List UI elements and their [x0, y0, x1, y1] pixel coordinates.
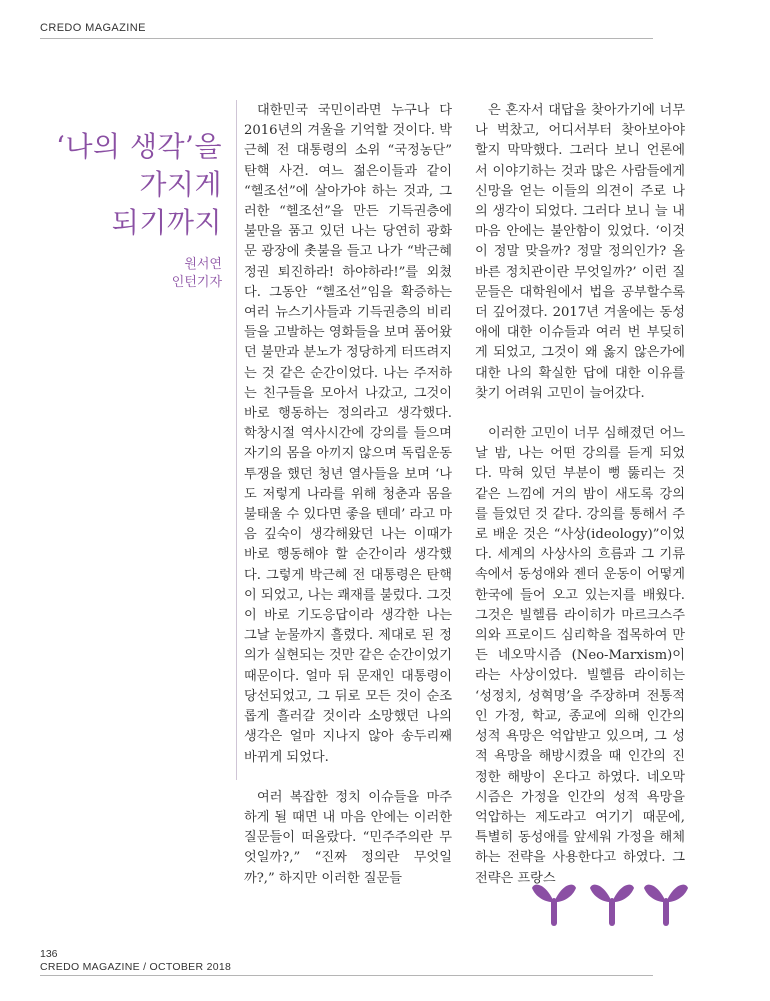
issue-footer: CREDO MAGAZINE / OCTOBER 2018 [40, 961, 232, 973]
sprout-decoration [532, 878, 692, 928]
article-column-2 [475, 101, 685, 889]
article-title [56, 128, 222, 242]
footer-rule [40, 975, 653, 976]
author-role: 인턴기자 [171, 275, 222, 290]
sprout-icon [590, 885, 634, 926]
sprout-icon [532, 885, 576, 926]
column-divider [236, 100, 237, 780]
title-line-2: 가지게 [139, 168, 222, 201]
article-column-1 [244, 101, 452, 889]
paragraph: 이러한 고민이 너무 심해졌던 어느 날 밤, 나는 어떤 강의를 듣게 되었다. 막혀 있던 부분이 뻥 뚫리는 것 같은 느낌에 거의 밤이 새도록 강의를 들었던 것 같다. 강의를 통해서 주로 배운 것은 “사상(ideology)”이었다. 세계의 사상사의 흐름과 그 기류 속에서 동성애와 젠더 운동이 어떻게 한국에 들어 오고 있는지를 배웠다. 그것은 빌헬름 라이히가 마르크스주의와 프로이드 심리학을 접목하여 만든 네오막시즘 (Neo-Marxism)이라는 사상이었다. 빌헬름 라이히는 ‘성정치, 성혁명’을 주장하며 전통적인 가정, 학교, 종교에 의해 인간의 성적 욕망은 억압받고 있으며, 그 성적 욕망을 해방시켰을 때 인간의 진정한 해방이 온다고 하였다. 네오막시즘은 가정을 인간의 성적 욕망을 억압하는 제도라고 여기기 때문에, 특별히 동성애를 앞세워 가정을 해체하는 전략을 사용한다고 하였다. 그 전략은 프랑스 [475, 426, 685, 886]
byline [172, 256, 222, 292]
title-line-1: ‘나의 생각’을 [56, 130, 222, 163]
paragraph: 은 혼자서 대답을 찾아가기에 너무나 벅찼고, 어디서부터 찾아보아야 할지 막막했다. 그러다 보니 언론에서 이야기하는 것과 많은 사람들에게 신망을 얻는 이들의 의견이 주로 나의 생각이 되었다. 그러다 보니 늘 내 마음 안에는 불안함이 있었다. ‘이것이 정말 맞을까? 정말 정의인가? 올바른 정치관이란 무엇일까?’ 이런 질문들은 대학원에서 법을 공부할수록 더 깊어졌다. 2017년 겨울에는 동성애에 대한 이슈들과 여러 번 부딪히게 되었고, 그것이 왜 옳지 않은가에 대한 나의 확실한 답에 대한 이유를 찾기 어려워 고민이 늘어갔다. [475, 103, 685, 401]
paragraph: 대한민국 국민이라면 누구나 다 2016년의 겨울을 기억할 것이다. 박근혜 전 대통령의 소위 “국정농단” 탄핵 사건. 여느 젊은이들과 같이 “헬조선”에 살아가야 하는 것과, 그러한 “헬조선”을 만든 기득권층에 불만을 품고 있던 나는 당연히 광화문 광장에 촛불을 들고 나가 “박근혜 정권 퇴진하라! 하야하라!”를 외쳤다. 그동안 “헬조선”임을 확증하는 여러 뉴스기사들과 기득권층의 비리들을 고발하는 영화들을 보며 품어왔던 불만과 분노가 정당하게 터뜨려지는 것 같은 순간이었다. 나는 주저하는 친구들을 모아서 나갔고, 그것이 바로 행동하는 정의라고 생각했다. 학창시절 역사시간에 강의를 들으며 자기의 몸을 아끼지 않으며 독립운동 투쟁을 했던 청년 열사들을 보며 ‘나도 저렇게 나라를 위해 청춘과 몸을 불태울 수 있다면 좋을 텐데’ 라고 마음 깊숙이 생각해왔던 나는 이때가 바로 행동해야 할 순간이라 생각했다. 그렇게 박근혜 전 대통령은 탄핵이 되었고, 나는 쾌재를 불렀다. 그것이 바로 기도응답이라 생각한 나는 그날 눈물까지 흘렸다. 제대로 된 정의가 실현되는 것만 같은 순간이었기 때문이다. 얼마 뒤 문재인 대통령이 당선되었고, 그 뒤로 모든 것이 순조롭게 흘러갈 것이라 소망했던 나의 생각은 얼마 지나지 않아 송두리째 바뀌게 되었다. [244, 103, 452, 765]
sprout-icon [644, 885, 688, 926]
header-rule [40, 38, 653, 39]
title-line-3: 되기까지 [111, 206, 222, 239]
magazine-header: CREDO MAGAZINE [40, 22, 146, 34]
author-name: 원서연 [184, 257, 222, 272]
page-number: 136 [40, 948, 58, 960]
paragraph: 여러 복잡한 정치 이슈들을 마주하게 될 때면 내 마음 안에는 이러한 질문들이 떠올랐다. “민주주의란 무엇일까?,” “진짜 정의란 무엇일까?,” 하지만 이러한 질문들 [244, 789, 452, 886]
